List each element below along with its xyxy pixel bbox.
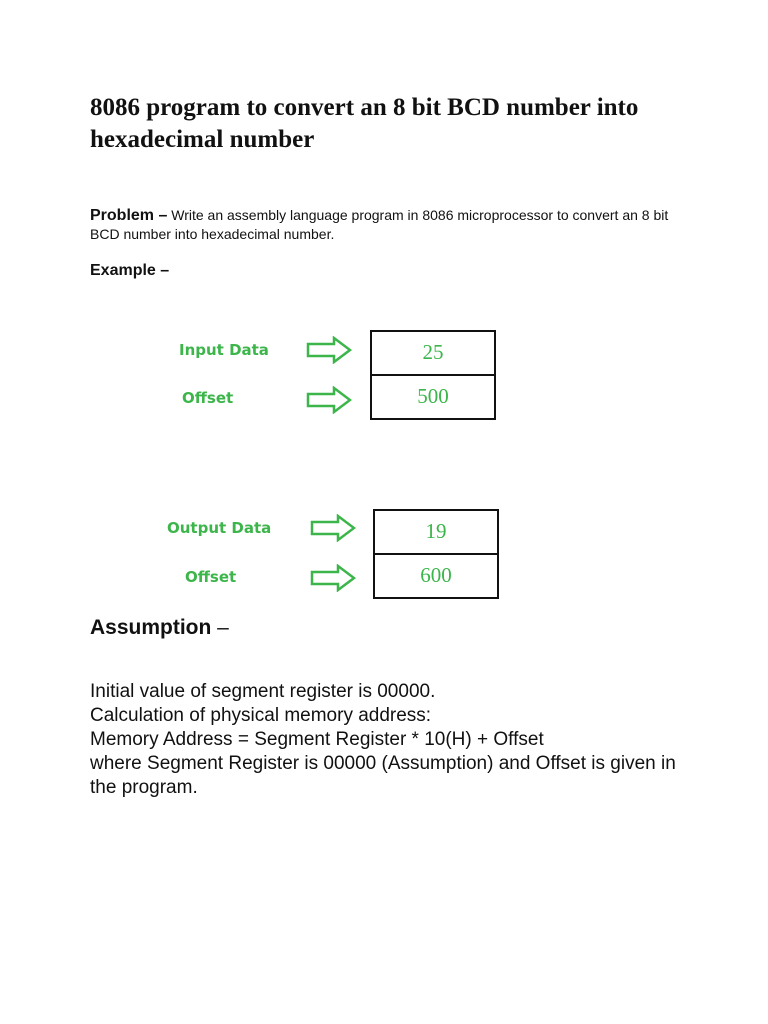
- page-title: 8086 program to convert an 8 bit BCD number into hexadecimal number: [90, 94, 639, 153]
- right-arrow-icon: [306, 386, 352, 414]
- input-offset-label: Offset: [182, 389, 234, 407]
- assumption-line: Memory Address = Segment Register * 10(H) + Offset: [90, 729, 544, 750]
- right-arrow-icon: [306, 336, 352, 364]
- input-memory-box: [370, 330, 496, 420]
- output-memory-box: [373, 509, 499, 599]
- assumption-line: Calculation of physical memory address:: [90, 705, 432, 726]
- problem-statement: [90, 206, 690, 244]
- assumption-body: [90, 680, 690, 800]
- assumption-heading-text: Assumption: [90, 616, 212, 639]
- output-value: 19: [425, 519, 447, 543]
- input-value: 25: [422, 340, 444, 364]
- assumption-line: Initial value of segment register is 00000.: [90, 681, 436, 702]
- assumption-heading: [90, 616, 229, 640]
- output-offset-value: 600: [375, 553, 497, 597]
- output-offset-label: Offset: [185, 568, 237, 586]
- right-arrow-icon: [310, 514, 356, 542]
- output-data-label: Output Data: [167, 519, 272, 537]
- example-label: Example –: [90, 262, 170, 279]
- assumption-line: where Segment Register is 00000 (Assumption) and Offset is given in the program.: [90, 753, 676, 798]
- problem-label: Problem –: [90, 207, 168, 224]
- right-arrow-icon: [310, 564, 356, 592]
- input-data-label: Input Data: [179, 341, 269, 359]
- input-offset-value: 500: [372, 374, 494, 418]
- assumption-heading-dash: –: [211, 616, 229, 639]
- problem-text: Write an assembly language program in 8086 microprocessor to convert an 8 bit BCD number into hexadecimal number.: [90, 207, 669, 242]
